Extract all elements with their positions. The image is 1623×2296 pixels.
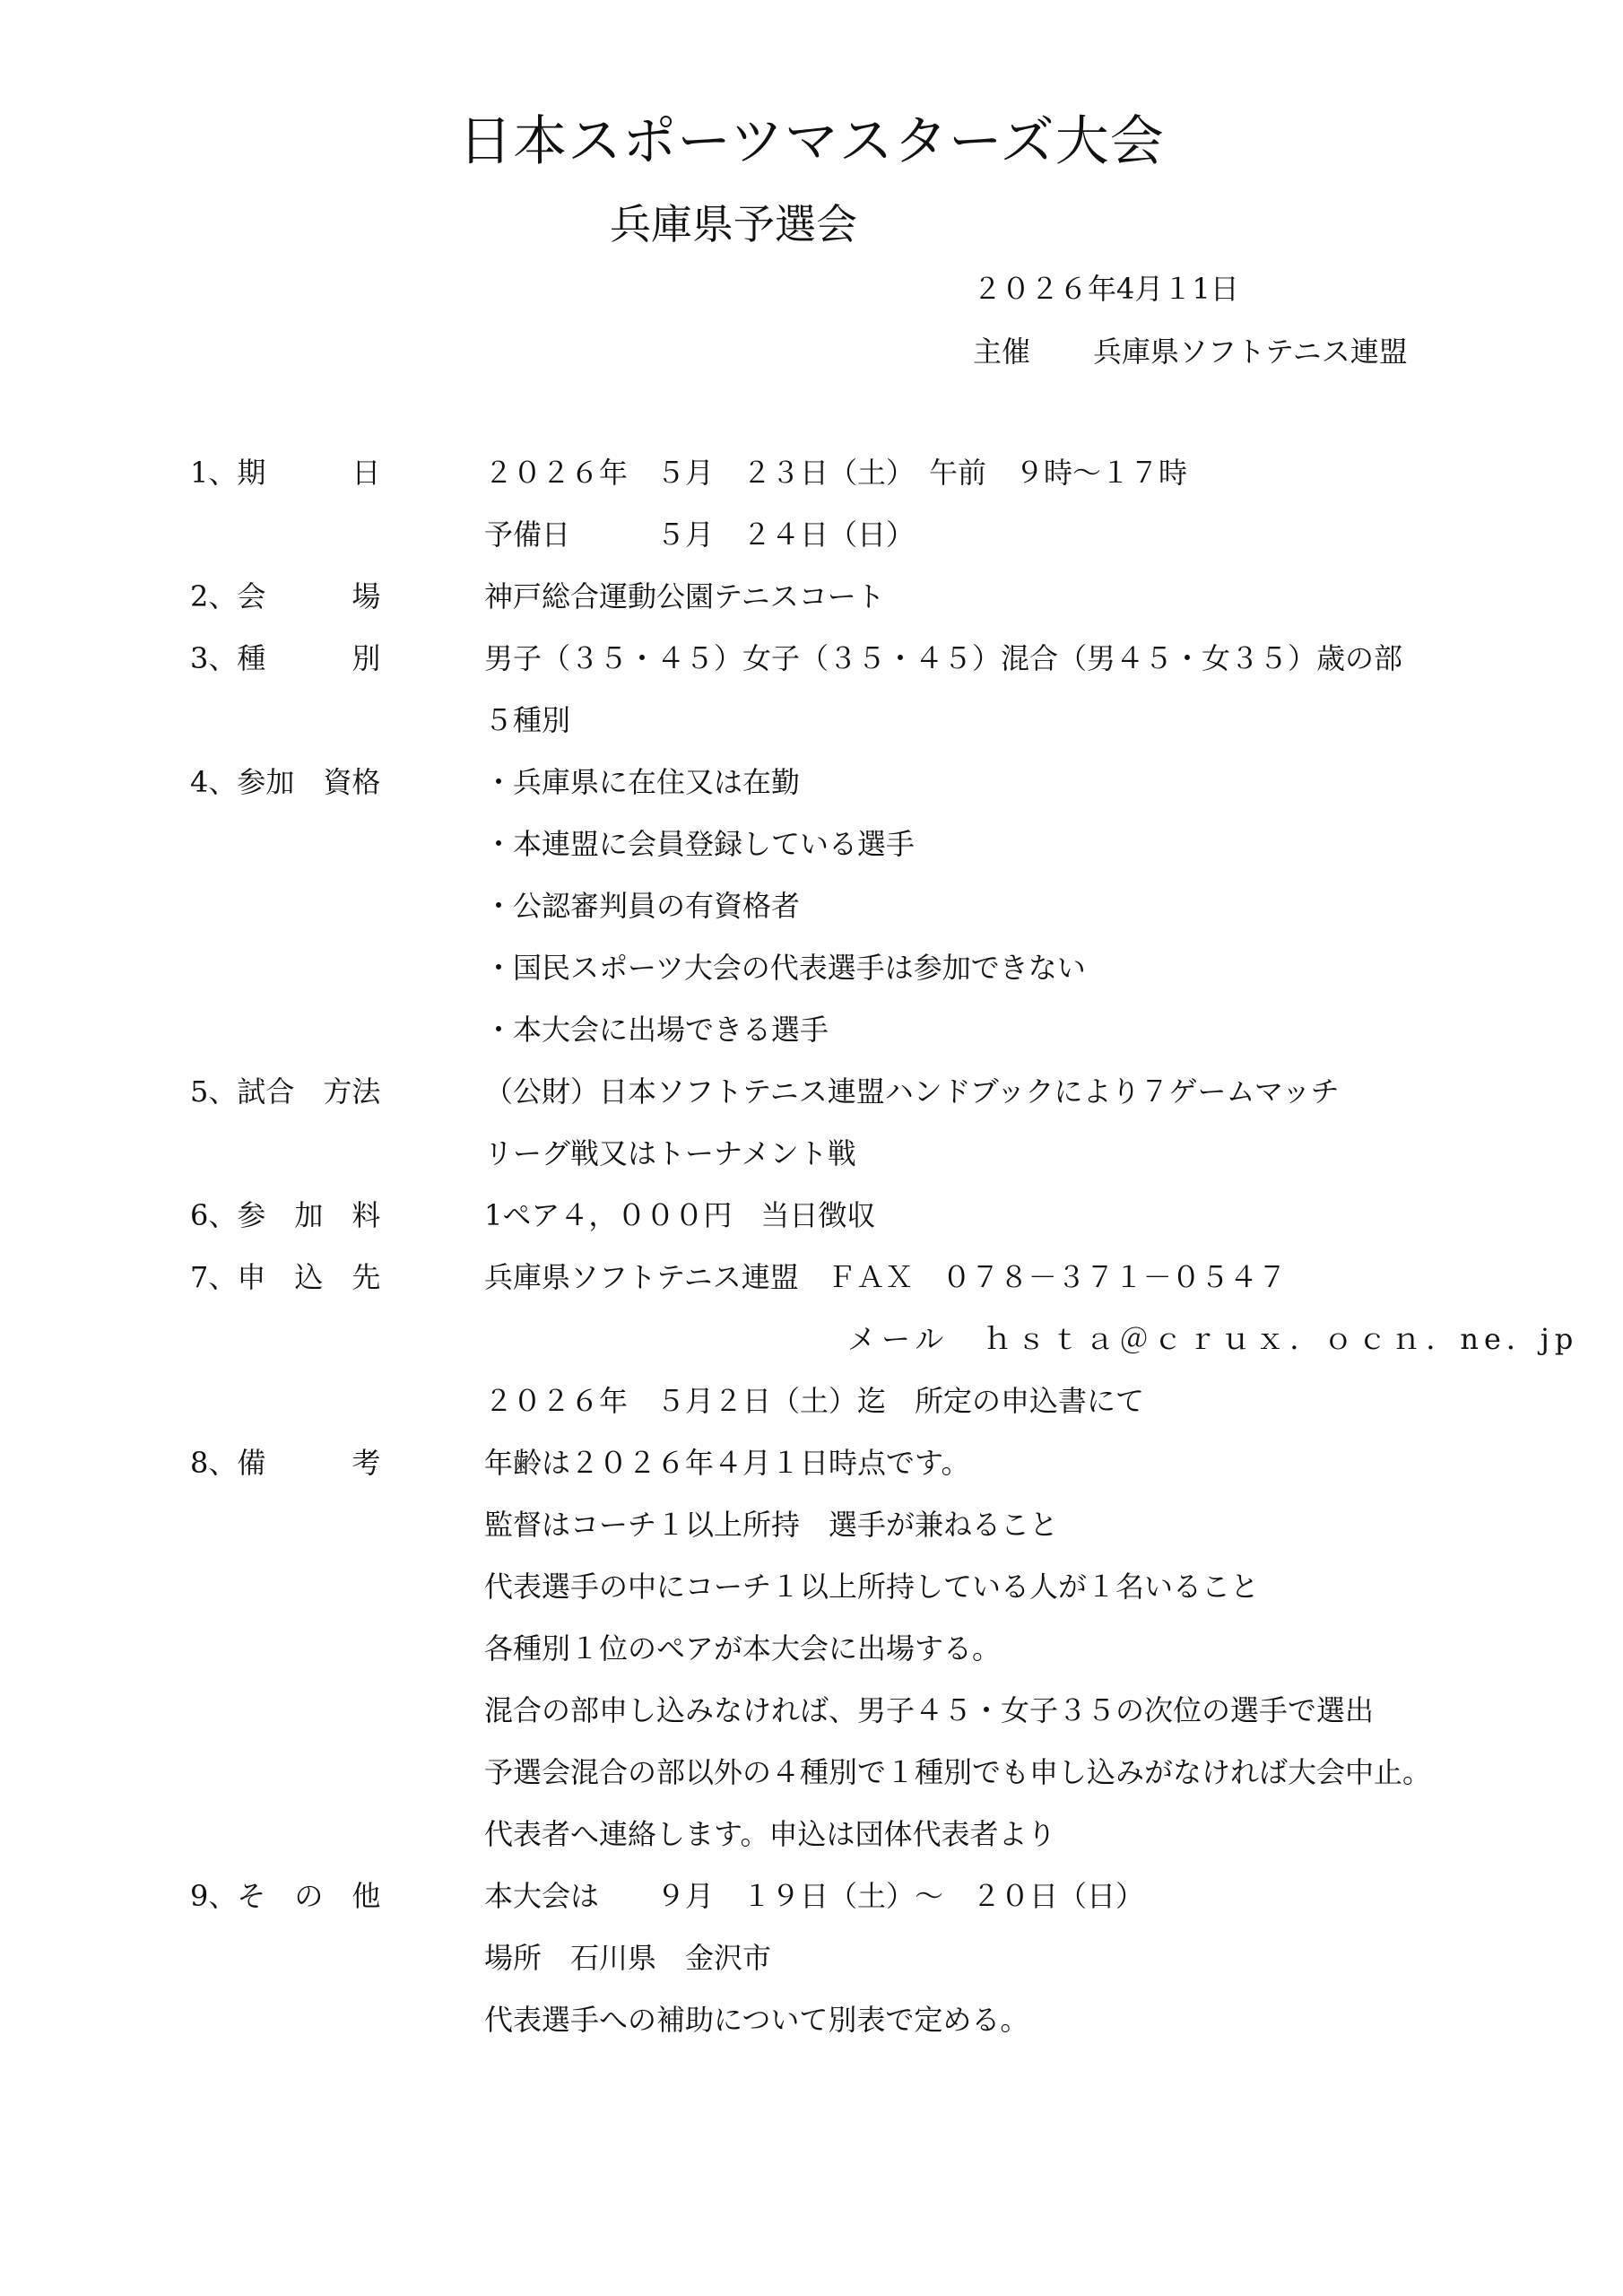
item-value: ・本連盟に会員登録している選手: [484, 827, 916, 861]
organizer-label: 主催: [973, 335, 1031, 369]
item-label: 5、試合 方法: [190, 1074, 381, 1109]
item-row-venue: [0, 577, 1623, 639]
organizer-name: 兵庫県ソフトテニス連盟: [1093, 335, 1408, 369]
item-label: 6、参 加 料: [190, 1198, 381, 1232]
item-row-other: [0, 1938, 1623, 2000]
item-row-application-email: [0, 1319, 1623, 1381]
item-value: ・公認審判員の有資格者: [484, 889, 801, 923]
item-value: 予備日 ５月 ２４日（日）: [484, 517, 916, 552]
item-row-notes: [0, 1691, 1623, 1752]
item-label: 9、そ の 他: [190, 1879, 381, 1913]
item-value: 男子（３５・４５）女子（３５・４５）混合（男４５・女３５）歳の部: [484, 641, 1403, 675]
item-value: （公財）日本ソフトテニス連盟ハンドブックにより７ゲームマッチ: [484, 1074, 1340, 1109]
item-row-category: [0, 639, 1623, 700]
item-label: 2、会 場: [190, 579, 381, 613]
item-row-reserve-date: [0, 515, 1623, 577]
item-value: 混合の部申し込みなければ、男子４５・女子３５の次位の選手で選出: [484, 1693, 1375, 1727]
item-row-notes: [0, 1629, 1623, 1691]
item-value: 兵庫県ソフトテニス連盟 ＦＡＸ ０７８－３７１－０５４７: [484, 1260, 1287, 1294]
item-value: ５種別: [484, 703, 571, 737]
item-label: 3、種 別: [190, 641, 381, 675]
item-list: [0, 453, 1623, 2062]
item-row-other: [0, 2000, 1623, 2062]
item-value: 神戸総合運動公園テニスコート: [484, 579, 885, 613]
item-row-eligibility: [0, 1010, 1623, 1072]
item-value: 監督はコーチ１以上所持 選手が兼ねること: [484, 1508, 1059, 1542]
item-value: ・兵庫県に在住又は在勤: [484, 765, 801, 799]
item-value: ２０２６年 ５月２日（土）迄 所定の申込書にて: [484, 1384, 1145, 1418]
item-value: ２０２６年 ５月 ２３日（土） 午前 ９時～１７時: [484, 456, 1188, 490]
item-row-match-format: [0, 1134, 1623, 1196]
item-value: 年齢は２０２６年４月１日時点です。: [484, 1446, 970, 1480]
item-value: 各種別１位のペアが本大会に出場する。: [484, 1631, 1002, 1665]
item-row-application-deadline: [0, 1381, 1623, 1443]
item-label: 8、備 考: [190, 1446, 381, 1480]
item-row-notes: [0, 1567, 1623, 1629]
item-row-eligibility: [0, 886, 1623, 948]
item-row-eligibility: [0, 824, 1623, 886]
item-row-other: [0, 1876, 1623, 1938]
item-value: 代表選手への補助について別表で定める。: [484, 2003, 1029, 2037]
item-label: 7、申 込 先: [190, 1260, 381, 1294]
issue-date: ２０２６年4月１1日: [973, 272, 1239, 306]
organizer-line: [973, 332, 1408, 371]
item-row-notes: [0, 1752, 1623, 1814]
item-label: 4、参加 資格: [190, 765, 381, 799]
item-row-category-count: [0, 700, 1623, 762]
item-label: 1、期 日: [190, 456, 381, 490]
item-row-fee: [0, 1196, 1623, 1257]
page-subtitle: 兵庫県予選会: [610, 200, 857, 248]
item-row-notes: [0, 1814, 1623, 1876]
item-value: ・国民スポーツ大会の代表選手は参加できない: [484, 951, 1086, 985]
item-value: ・本大会に出場できる選手: [484, 1013, 829, 1047]
item-value: 代表者へ連絡します。申込は団体代表者より: [484, 1817, 1056, 1851]
item-row-eligibility: [0, 762, 1623, 824]
item-row-notes: [0, 1443, 1623, 1505]
item-value: 場所 石川県 金沢市: [484, 1941, 772, 1975]
item-value: 予選会混合の部以外の４種別で１種別でも申し込みがなければ大会中止。: [484, 1755, 1432, 1789]
item-value: 1ペア４，０００円 当日徴収: [484, 1198, 876, 1232]
item-row-eligibility: [0, 948, 1623, 1010]
item-row-notes: [0, 1505, 1623, 1567]
item-value: 本大会は ９月 １９日（土）～ ２０日（日）: [484, 1879, 1145, 1913]
item-row-date: [0, 453, 1623, 515]
item-value: リーグ戦又はトーナメント戦: [484, 1136, 856, 1170]
item-row-match-format: [0, 1072, 1623, 1134]
page-title: 日本スポーツマスターズ大会: [458, 110, 1165, 173]
item-value: 代表選手の中にコーチ１以上所持している人が１名いること: [484, 1570, 1260, 1604]
item-value: メール ｈｓｔａ＠ｃｒｕｘ．ｏｃｎ．ne．jp: [847, 1322, 1579, 1356]
item-row-application: [0, 1257, 1623, 1319]
